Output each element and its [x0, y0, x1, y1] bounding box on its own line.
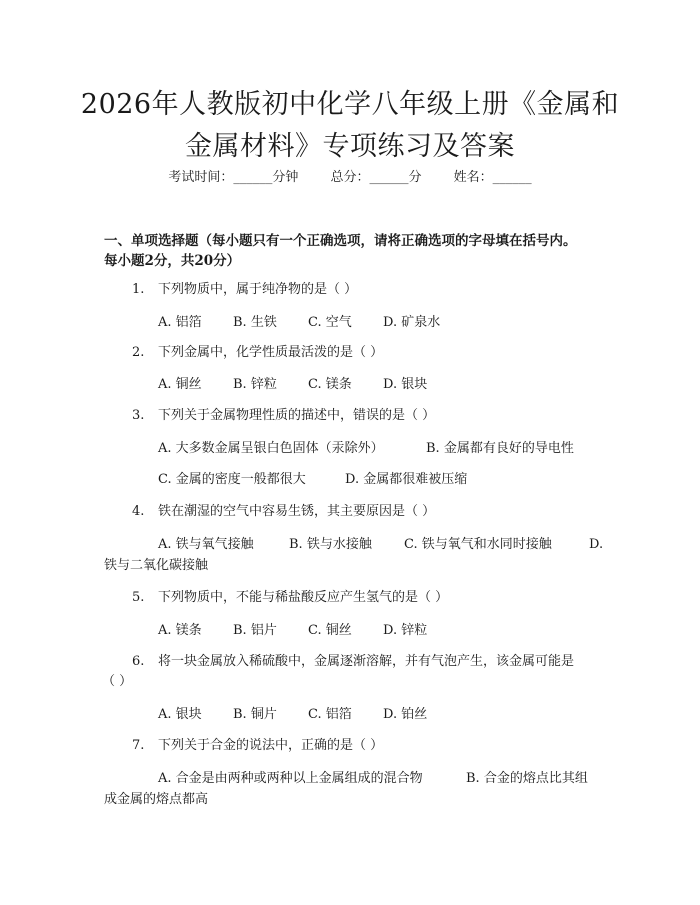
title-line-2: 金属材料》专项练习及答案 — [185, 131, 515, 162]
option-a: A. 铜丝 — [158, 377, 202, 392]
option-b: B. 铜片 — [233, 707, 277, 722]
question-number: 5. — [132, 590, 145, 605]
question-text: 下列关于金属物理性质的描述中，错误的是（ ） — [158, 408, 436, 423]
option-a: A. 合金是由两种或两种以上金属组成的混合物 — [158, 771, 423, 786]
question-number: 4. — [132, 504, 145, 519]
option-c: C. 铁与氧气和水同时接触 — [404, 537, 552, 552]
exam-score: 总分：______分 — [330, 170, 422, 185]
option-b: B. 生铁 — [233, 315, 277, 330]
option-c: C. 镁条 — [308, 377, 352, 392]
section-heading-line-1: 一、单项选择题（每小题只有一个正确选项，请将正确选项的字母填在括号内。 — [104, 233, 577, 249]
question-text: 下列物质中，不能与稀盐酸反应产生氢气的是（ ） — [158, 590, 449, 605]
option-d: D. 金属都很难被压缩 — [345, 472, 468, 487]
option-a: A. 镁条 — [158, 623, 202, 638]
exam-info — [60, 168, 640, 188]
question-number: 6. — [132, 654, 145, 669]
question-text: 下列物质中，属于纯净物的是（ ） — [158, 282, 358, 297]
option-b: B. 铝片 — [233, 623, 277, 638]
option-a: A. 银块 — [158, 707, 202, 722]
question-number: 7. — [132, 738, 145, 753]
section-heading-line-2: 每小题2分，共20分） — [104, 253, 241, 269]
option-d-text: 铁与二氧化碳接触 — [104, 558, 209, 573]
option-a: A. 铝箔 — [158, 315, 202, 330]
option-b: B. 锌粒 — [233, 377, 277, 392]
option-d-letter: D. — [589, 537, 604, 552]
student-name: 姓名：______ — [453, 170, 532, 185]
question-text-line-2: （ ） — [102, 674, 133, 689]
question-text: 下列金属中，化学性质最活泼的是（ ） — [158, 345, 384, 360]
option-d: D. 银块 — [383, 377, 428, 392]
question-number: 3. — [132, 408, 145, 423]
option-c: C. 铝箔 — [308, 707, 352, 722]
option-a: A. 铁与氧气接触 — [158, 537, 254, 552]
question-text-line-1: 将一块金属放入稀硫酸中，金属逐渐溶解，并有气泡产生，该金属可能是 — [158, 654, 575, 669]
question-text: 铁在潮湿的空气中容易生锈，其主要原因是（ ） — [158, 504, 436, 519]
question-number: 1. — [132, 282, 145, 297]
page-title — [60, 84, 640, 168]
option-c: C. 金属的密度一般都很大 — [158, 472, 306, 487]
option-b: B. 铁与水接触 — [289, 537, 372, 552]
option-d: D. 矿泉水 — [383, 315, 441, 330]
option-b-line-1: B. 合金的熔点比其组 — [466, 771, 588, 786]
option-d: D. 铂丝 — [383, 707, 428, 722]
question-text: 下列关于合金的说法中，正确的是（ ） — [158, 738, 384, 753]
option-b: B. 金属都有良好的导电性 — [426, 441, 574, 456]
option-a: A. 大多数金属呈银白色固体（汞除外） — [158, 441, 384, 456]
question-number: 2. — [132, 345, 145, 360]
section-heading — [104, 231, 604, 271]
option-c: C. 空气 — [308, 315, 352, 330]
title-line-1: 2026年人教版初中化学八年级上册《金属和 — [80, 89, 620, 120]
option-d: D. 锌粒 — [383, 623, 428, 638]
option-b-line-2: 成金属的熔点都高 — [104, 792, 209, 807]
option-c: C. 铜丝 — [308, 623, 352, 638]
exam-time: 考试时间：______分钟 — [168, 170, 299, 185]
